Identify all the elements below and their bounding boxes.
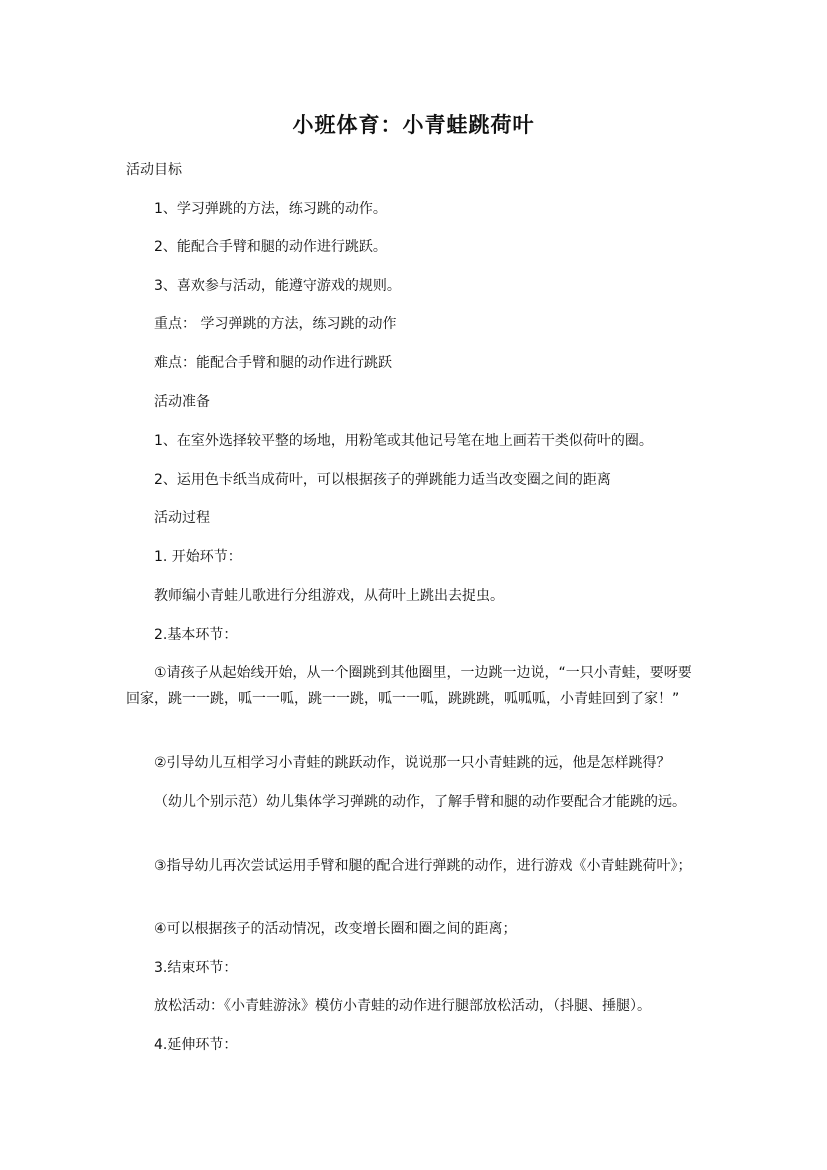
step-2-paragraph-b: ②引导幼儿互相学习小青蛙的跳跃动作，说说那一只小青蛙跳的远，他是怎样跳得？	[154, 755, 671, 771]
goal-item-3: 3、喜欢参与活动，能遵守游戏的规则。	[154, 278, 401, 294]
prep-item-2: 2、运用色卡纸当成荷叶，可以根据孩子的弹跳能力适当改变圈之间的距离	[154, 472, 611, 488]
step-2-heading: 2.基本环节：	[154, 627, 238, 643]
step-2-paragraph-d: ③指导幼儿再次尝试运用手臂和腿的配合进行弹跳的动作，进行游戏《小青蛙跳荷叶》；	[154, 858, 692, 874]
prep-heading: 活动准备	[154, 394, 210, 410]
difficulty: 难点：能配合手臂和腿的动作进行跳跃	[154, 355, 392, 371]
step-4-heading: 4.延伸环节：	[154, 1037, 238, 1053]
key-point: 重点： 学习弹跳的方法，练习跳的动作	[154, 316, 397, 332]
step-2-paragraph-c: （幼儿个别示范）幼儿集体学习弹跳的动作，了解手臂和腿的动作要配合才能跳的远。	[154, 794, 686, 810]
prep-item-1: 1、在室外选择较平整的场地，用粉笔或其他记号笔在地上画若干类似荷叶的圈。	[154, 433, 653, 449]
document-title: 小班体育：小青蛙跳荷叶	[292, 112, 535, 137]
process-heading: 活动过程	[154, 510, 210, 526]
goal-item-2: 2、能配合手臂和腿的动作进行跳跃。	[154, 239, 387, 255]
step-2-paragraph-a: ①请孩子从起始线开始，从一个圈跳到其他圈里，一边跳一边说，“一只小青蛙，要呀要回家，跳一一跳，呱一一呱，跳一一跳，呱一一呱，跳跳跳，呱呱呱，小青蛙回到了家！”	[126, 665, 692, 707]
step-2-item-e: ④可以根据孩子的活动情况，改变增长圈和圈之间的距离；	[154, 921, 517, 937]
step-1-heading: 1. 开始环节：	[154, 549, 242, 565]
step-3-text: 放松活动：《小青蛙游泳》模仿小青蛙的动作进行腿部放松活动，（抖腿、捶腿）。	[154, 998, 651, 1014]
goals-heading: 活动目标	[126, 162, 182, 178]
step-1-text: 教师编小青蛙儿歌进行分组游戏，从荷叶上跳出去捉虫。	[154, 588, 504, 604]
step-3-heading: 3.结束环节：	[154, 960, 238, 976]
goal-item-1: 1、学习弹跳的方法，练习跳的动作。	[154, 201, 387, 217]
